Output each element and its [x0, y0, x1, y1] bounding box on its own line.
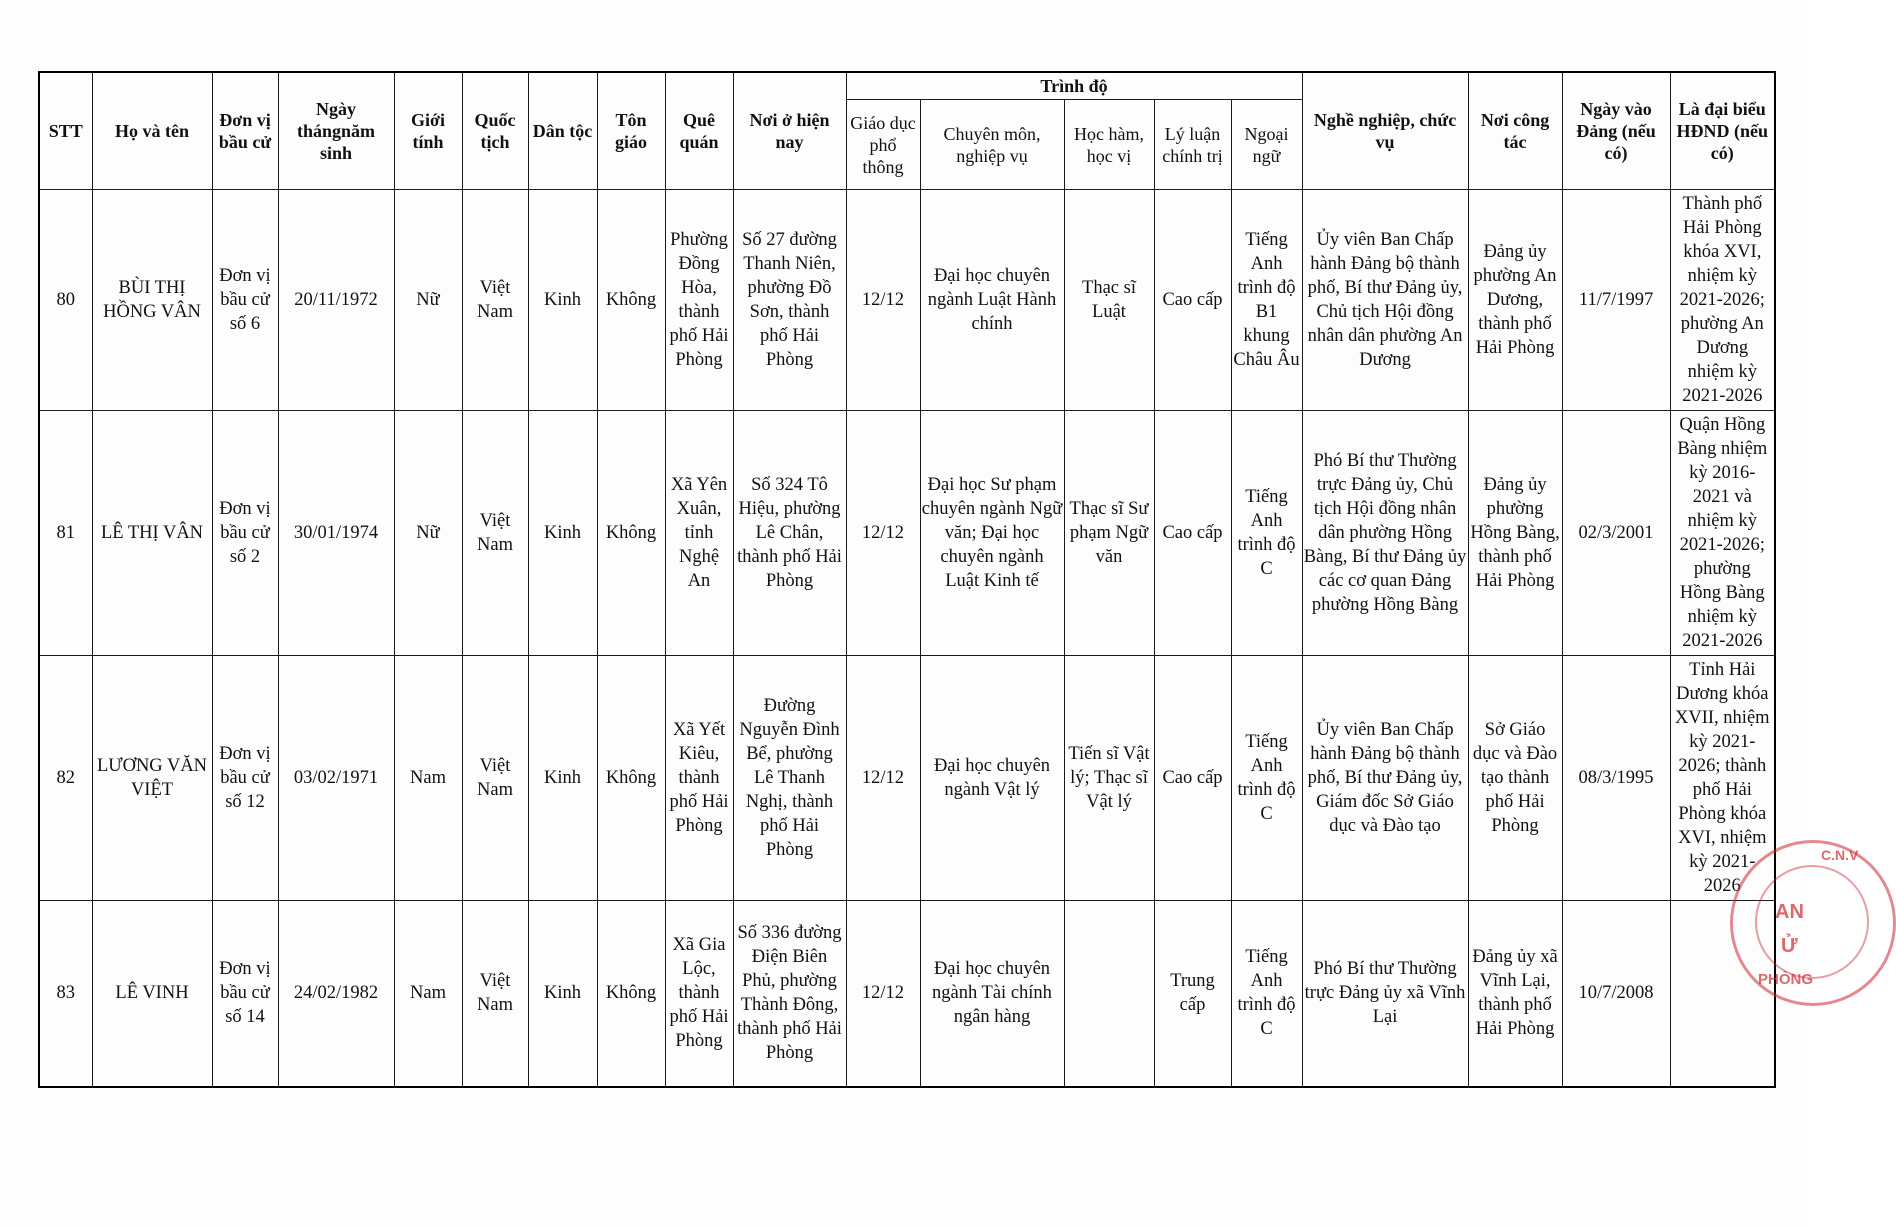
cell-chuyen-mon: Đại học chuyên ngành Tài chính ngân hàng — [920, 901, 1064, 1087]
cell-noi-o: Số 27 đường Thanh Niên, phường Đồ Sơn, thành phố Hải Phòng — [733, 190, 846, 411]
cell-que-quan: Phường Đồng Hòa, thành phố Hải Phòng — [665, 190, 733, 411]
seal-text: PHÒNG — [1758, 971, 1814, 988]
cell-ngay-sinh: 20/11/1972 — [278, 190, 394, 411]
cell-stt: 80 — [39, 190, 92, 411]
header-noi-cong-tac: Nơi công tác — [1468, 72, 1562, 190]
cell-ngoai-ngu: Tiếng Anh trình độ C — [1231, 411, 1302, 656]
cell-ly-luan: Cao cấp — [1154, 411, 1231, 656]
cell-giao-duc: 12/12 — [846, 190, 920, 411]
cell-stt: 83 — [39, 901, 92, 1087]
cell-ho-ten: LƯƠNG VĂN VIỆT — [92, 656, 212, 901]
cell-nghe-nghiep: Ủy viên Ban Chấp hành Đảng bộ thành phố, Bí thư Đảng ủy, Giám đốc Sở Giáo dục và Đào tạo — [1302, 656, 1468, 901]
table-row — [39, 190, 1775, 411]
seal-text: Ử — [1781, 935, 1798, 957]
cell-ho-ten: BÙI THỊ HỒNG VÂN — [92, 190, 212, 411]
cell-noi-o: Số 324 Tô Hiệu, phường Lê Chân, thành phố Hải Phòng — [733, 411, 846, 656]
header-hoc-ham: Học hàm, học vị — [1064, 100, 1154, 190]
header-stt: STT — [39, 72, 92, 190]
table-row — [39, 901, 1775, 1087]
cell-nghe-nghiep: Ủy viên Ban Chấp hành Đảng bộ thành phố, Bí thư Đảng ủy, Chủ tịch Hội đồng nhân dân phường An Dương — [1302, 190, 1468, 411]
cell-stt: 81 — [39, 411, 92, 656]
cell-ly-luan: Cao cấp — [1154, 656, 1231, 901]
cell-noi-cong-tac: Đảng ủy xã Vĩnh Lại, thành phố Hải Phòng — [1468, 901, 1562, 1087]
header-dan-toc: Dân tộc — [528, 72, 597, 190]
header-ly-luan: Lý luận chính trị — [1154, 100, 1231, 190]
cell-noi-cong-tac: Sở Giáo dục và Đào tạo thành phố Hải Phòng — [1468, 656, 1562, 901]
seal-text: AN — [1775, 901, 1804, 923]
header-que-quan: Quê quán — [665, 72, 733, 190]
cell-noi-o: Đường Nguyễn Đình Bể, phường Lê Thanh Nghị, thành phố Hải Phòng — [733, 656, 846, 901]
cell-ngoai-ngu: Tiếng Anh trình độ B1 khung Châu Âu — [1231, 190, 1302, 411]
cell-don-vi: Đơn vị bầu cử số 2 — [212, 411, 278, 656]
cell-ngay-vao-dang: 02/3/2001 — [1562, 411, 1670, 656]
header-ho-ten: Họ và tên — [92, 72, 212, 190]
cell-chuyen-mon: Đại học Sư phạm chuyên ngành Ngữ văn; Đại học chuyên ngành Luật Kinh tế — [920, 411, 1064, 656]
cell-ngay-vao-dang: 08/3/1995 — [1562, 656, 1670, 901]
candidate-table — [38, 71, 1776, 1088]
header-trinh-do: Trình độ — [846, 72, 1302, 100]
cell-nghe-nghiep: Phó Bí thư Thường trực Đảng ủy, Chủ tịch Hội đồng nhân dân phường Hồng Bàng, Bí thư Đảng ủy các cơ quan Đảng phường Hồng Bàng — [1302, 411, 1468, 656]
header-ngay-sinh: Ngày thángnăm sinh — [278, 72, 394, 190]
cell-don-vi: Đơn vị bầu cử số 14 — [212, 901, 278, 1087]
cell-que-quan: Xã Yết Kiêu, thành phố Hải Phòng — [665, 656, 733, 901]
header-chuyen-mon: Chuyên môn, nghiệp vụ — [920, 100, 1064, 190]
cell-ngay-sinh: 24/02/1982 — [278, 901, 394, 1087]
cell-quoc-tich: Việt Nam — [462, 656, 528, 901]
cell-ton-giao: Không — [597, 656, 665, 901]
header-giao-duc: Giáo dục phổ thông — [846, 100, 920, 190]
cell-dai-bieu — [1670, 901, 1775, 1087]
cell-nghe-nghiep: Phó Bí thư Thường trực Đảng ủy xã Vĩnh Lại — [1302, 901, 1468, 1087]
table-row — [39, 411, 1775, 656]
header-ton-giao: Tôn giáo — [597, 72, 665, 190]
header-nghe-nghiep: Nghề nghiệp, chức vụ — [1302, 72, 1468, 190]
cell-quoc-tich: Việt Nam — [462, 190, 528, 411]
cell-gioi-tinh: Nữ — [394, 411, 462, 656]
cell-ton-giao: Không — [597, 190, 665, 411]
header-quoc-tich: Quốc tịch — [462, 72, 528, 190]
cell-noi-o: Số 336 đường Điện Biên Phủ, phường Thành Đông, thành phố Hải Phòng — [733, 901, 846, 1087]
cell-chuyen-mon: Đại học chuyên ngành Luật Hành chính — [920, 190, 1064, 411]
cell-stt: 82 — [39, 656, 92, 901]
cell-gioi-tinh: Nữ — [394, 190, 462, 411]
cell-giao-duc: 12/12 — [846, 411, 920, 656]
cell-giao-duc: 12/12 — [846, 901, 920, 1087]
cell-hoc-ham: Tiến sĩ Vật lý; Thạc sĩ Vật lý — [1064, 656, 1154, 901]
cell-hoc-ham — [1064, 901, 1154, 1087]
cell-noi-cong-tac: Đảng ủy phường Hồng Bàng, thành phố Hải Phòng — [1468, 411, 1562, 656]
cell-noi-cong-tac: Đảng ủy phường An Dương, thành phố Hải Phòng — [1468, 190, 1562, 411]
cell-ngay-sinh: 03/02/1971 — [278, 656, 394, 901]
cell-ton-giao: Không — [597, 411, 665, 656]
cell-ngay-sinh: 30/01/1974 — [278, 411, 394, 656]
cell-chuyen-mon: Đại học chuyên ngành Vật lý — [920, 656, 1064, 901]
header-gioi-tinh: Giới tính — [394, 72, 462, 190]
cell-ton-giao: Không — [597, 901, 665, 1087]
cell-ho-ten: LÊ VINH — [92, 901, 212, 1087]
header-don-vi: Đơn vị bầu cử — [212, 72, 278, 190]
header-noi-o: Nơi ở hiện nay — [733, 72, 846, 190]
seal-text: C.N.V — [1821, 847, 1859, 863]
cell-que-quan: Xã Gia Lộc, thành phố Hải Phòng — [665, 901, 733, 1087]
cell-gioi-tinh: Nam — [394, 656, 462, 901]
cell-giao-duc: 12/12 — [846, 656, 920, 901]
table-row — [39, 656, 1775, 901]
header-dai-bieu: Là đại biểu HĐND (nếu có) — [1670, 72, 1775, 190]
cell-hoc-ham: Thạc sĩ Sư phạm Ngữ văn — [1064, 411, 1154, 656]
cell-ly-luan: Cao cấp — [1154, 190, 1231, 411]
cell-gioi-tinh: Nam — [394, 901, 462, 1087]
cell-dan-toc: Kinh — [528, 411, 597, 656]
cell-quoc-tich: Việt Nam — [462, 901, 528, 1087]
cell-ly-luan: Trung cấp — [1154, 901, 1231, 1087]
cell-ho-ten: LÊ THỊ VÂN — [92, 411, 212, 656]
cell-dan-toc: Kinh — [528, 901, 597, 1087]
cell-don-vi: Đơn vị bầu cử số 6 — [212, 190, 278, 411]
cell-quoc-tich: Việt Nam — [462, 411, 528, 656]
cell-ngoai-ngu: Tiếng Anh trình độ C — [1231, 901, 1302, 1087]
cell-ngay-vao-dang: 11/7/1997 — [1562, 190, 1670, 411]
header-ngoai-ngu: Ngoại ngữ — [1231, 100, 1302, 190]
cell-hoc-ham: Thạc sĩ Luật — [1064, 190, 1154, 411]
cell-dai-bieu: Thành phố Hải Phòng khóa XVI, nhiệm kỳ 2021-2026; phường An Dương nhiệm kỳ 2021-2026 — [1670, 190, 1775, 411]
cell-dan-toc: Kinh — [528, 190, 597, 411]
cell-ngay-vao-dang: 10/7/2008 — [1562, 901, 1670, 1087]
cell-ngoai-ngu: Tiếng Anh trình độ C — [1231, 656, 1302, 901]
header-ngay-vao-dang: Ngày vào Đảng (nếu có) — [1562, 72, 1670, 190]
cell-dai-bieu: Tỉnh Hải Dương khóa XVII, nhiệm kỳ 2021-2026; thành phố Hải Phòng khóa XVI, nhiệm kỳ 2021-2026 — [1670, 656, 1775, 901]
cell-dai-bieu: Quận Hồng Bàng nhiệm kỳ 2016-2021 và nhiệm kỳ 2021-2026; phường Hồng Bàng nhiệm kỳ 2021-2026 — [1670, 411, 1775, 656]
cell-dan-toc: Kinh — [528, 656, 597, 901]
cell-don-vi: Đơn vị bầu cử số 12 — [212, 656, 278, 901]
cell-que-quan: Xã Yên Xuân, tỉnh Nghệ An — [665, 411, 733, 656]
